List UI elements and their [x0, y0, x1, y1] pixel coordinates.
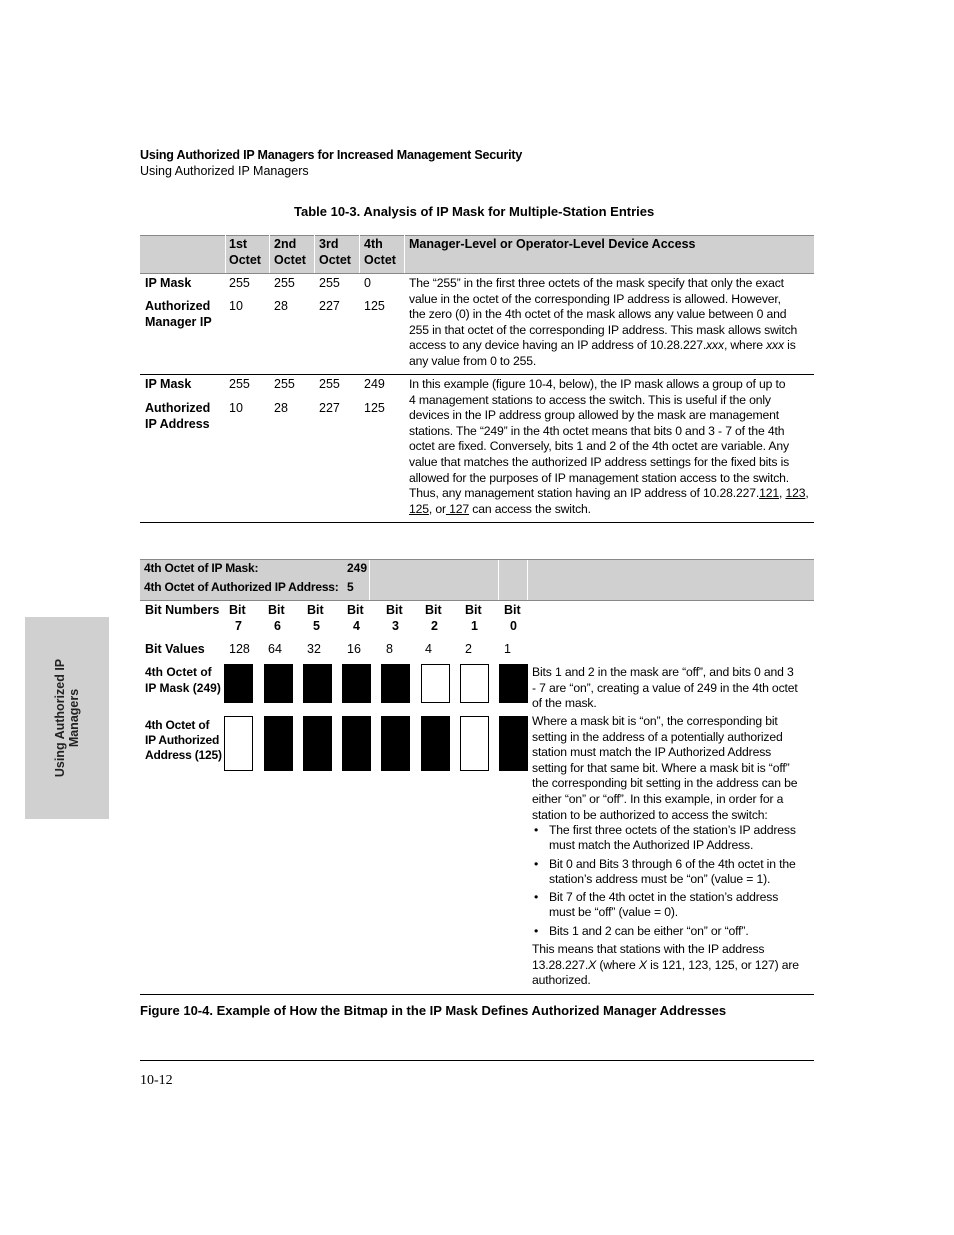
bit-word: Bit: [386, 603, 403, 617]
row1-addr-octet: 28: [274, 299, 288, 313]
bullet-item: Bits 1 and 2 can be either “on” or “off”.: [549, 924, 749, 938]
bit-number: 2: [431, 618, 438, 633]
row1-mask-octet: 0: [364, 276, 371, 290]
row1-addr-octet: 125: [364, 299, 385, 313]
mask-bit-7-on: [224, 664, 253, 703]
bit-number-header: [504, 603, 521, 634]
addr-bit-5-on: [303, 716, 332, 771]
row1-mask-label: IP Mask: [145, 276, 192, 290]
col-header-3rd-octet: 3rd Octet: [319, 237, 351, 267]
bullet-dot: •: [534, 857, 539, 871]
bit-number-header: [425, 603, 442, 634]
mask-row-label: 4th Octet of IP Mask (249): [145, 665, 221, 695]
mask-bit-2-off: [421, 664, 450, 703]
col-header-4th-octet: 4th Octet: [364, 237, 396, 267]
mask-bit-4-on: [342, 664, 371, 703]
fig-mask-value: 249: [347, 561, 368, 575]
row1-mask-octet: 255: [274, 276, 295, 290]
bit-number: 7: [235, 618, 242, 633]
bit-number: 6: [274, 618, 281, 633]
row2-mask-octet: 255: [274, 377, 295, 391]
bit-number: 5: [313, 618, 320, 633]
row1-mask-octet: 255: [319, 276, 340, 290]
addr-bit-0-on: [499, 716, 528, 771]
addr-bit-3-on: [381, 716, 410, 771]
row2-addr-label: Authorized IP Address: [145, 401, 211, 431]
bullet-dot: •: [534, 890, 539, 904]
row1-addr-octet: 10: [229, 299, 243, 313]
bit-value: 4: [425, 642, 432, 656]
bit-number-header: [307, 603, 324, 634]
bit-value: 8: [386, 642, 393, 656]
side-tab-label: Using Authorized IP Managers: [53, 658, 81, 778]
bit-value: 2: [465, 642, 472, 656]
bit-word: Bit: [307, 603, 324, 617]
page-number: 10-12: [140, 1073, 173, 1088]
addr-bit-7-off: [224, 716, 253, 771]
bit-word: Bit: [268, 603, 285, 617]
row2-addr-octet: 10: [229, 401, 243, 415]
bullet-item: Bit 0 and Bits 3 through 6 of the 4th octet in the station’s address must be “on” (value = 1).: [549, 857, 796, 887]
mask-bit-1-off: [460, 664, 489, 703]
bit-word: Bit: [425, 603, 442, 617]
col-header-2nd-octet: 2nd Octet: [274, 237, 306, 267]
closing-note: This means that stations with the IP address 13.28.227.X (where X is 121, 123, 125, or 127) are authorized.: [532, 942, 799, 988]
addr-bit-4-on: [342, 716, 371, 771]
bit-number: 0: [510, 618, 517, 633]
row2-mask-octet: 255: [229, 377, 250, 391]
addr-bit-2-on: [421, 716, 450, 771]
addr-note: Where a mask bit is “on”, the corresponding bit setting in the address of a potentially authorized station must match the IP Authorized Address setting for that same bit. Where a mask bit is “off” the corresponding bit setting in the address can be either “on” or “off”. In this example, in order for a station to be authorized to access the switch:: [532, 714, 798, 822]
table-title: Table 10-3. Analysis of IP Mask for Multiple-Station Entries: [294, 204, 655, 219]
bit-number-header: [268, 603, 285, 634]
bullet-item: The first three octets of the station’s IP address must match the Authorized IP Address.: [549, 823, 796, 853]
row2-addr-octet: 227: [319, 401, 340, 415]
bullet-dot: •: [534, 924, 539, 938]
mask-bit-0-on: [499, 664, 528, 703]
bit-word: Bit: [229, 603, 246, 617]
bullet-item: Bit 7 of the 4th octet in the station’s address must be “off” (value = 0).: [549, 890, 779, 920]
bit-word: Bit: [347, 603, 364, 617]
bullet-dot: •: [534, 823, 539, 837]
fig-mask-label: 4th Octet of IP Mask:: [144, 561, 259, 575]
bit-number: 1: [471, 618, 478, 633]
bit-numbers-label: Bit Numbers: [145, 603, 220, 617]
bit-number-header: [347, 603, 364, 634]
row2-mask-octet: 249: [364, 377, 385, 391]
row2-description: In this example (figure 10-4, below), the IP mask allows a group of up to 4 management stations to access the switch. This is useful if the only devices in the IP address group allowed by the mask are management stations. The “249” in the 4th octet means that bits 0 and 3 - 7 of the 4th octet are fixed. Conversely, bits 1 and 2 of the 4th octet are variable. Any value that matches the authorized IP address settings for the fixed bits is allowed for the purposes of IP management station access to the switch. Thus, any management station having an IP address of 10.28.227.121, 123, 125, or 127 can access the switch.: [409, 377, 809, 516]
bit-number: 3: [392, 618, 399, 633]
side-tab: [25, 617, 109, 819]
row1-addr-label: Authorized Manager IP: [145, 299, 212, 329]
col-header-1st-octet: 1st Octet: [229, 237, 261, 267]
bit-word: Bit: [504, 603, 521, 617]
bit-value: 64: [268, 642, 282, 656]
running-header-title: Using Authorized IP Managers for Increased Management Security: [140, 148, 523, 162]
row2-mask-label: IP Mask: [145, 377, 192, 391]
footer-rule: [140, 1060, 814, 1061]
bit-value: 32: [307, 642, 321, 656]
mask-bit-3-on: [381, 664, 410, 703]
row2-mask-octet: 255: [319, 377, 340, 391]
bit-values-label: Bit Values: [145, 642, 205, 656]
bit-number-header: [465, 603, 482, 634]
bit-number-header: [229, 603, 246, 634]
row1-addr-octet: 227: [319, 299, 340, 313]
addr-bit-1-off: [460, 716, 489, 771]
bit-number: 4: [353, 618, 360, 633]
bit-value: 16: [347, 642, 361, 656]
row2-addr-octet: 125: [364, 401, 385, 415]
figure-caption: Figure 10-4. Example of How the Bitmap in the IP Mask Defines Authorized Manager Addresses: [140, 1003, 727, 1018]
running-header-subtitle: Using Authorized IP Managers: [140, 164, 309, 178]
row2-addr-octet: 28: [274, 401, 288, 415]
bit-number-header: [386, 603, 403, 634]
row1-mask-octet: 255: [229, 276, 250, 290]
mask-note: Bits 1 and 2 in the mask are “off”, and bits 0 and 3 - 7 are “on”, creating a value of 249 in the 4th octet of the mask.: [532, 665, 798, 711]
col-header-access: Manager-Level or Operator-Level Device Access: [409, 237, 696, 251]
addr-bit-6-on: [264, 716, 293, 771]
mask-bit-6-on: [264, 664, 293, 703]
addr-row-label: 4th Octet of IP Authorized Address (125): [145, 718, 222, 762]
fig-addr-value: 5: [347, 580, 354, 594]
bit-value: 128: [229, 642, 250, 656]
bit-value: 1: [504, 642, 511, 656]
mask-bit-5-on: [303, 664, 332, 703]
fig-addr-label: 4th Octet of Authorized IP Address:: [144, 580, 339, 594]
row1-description: The “255” in the first three octets of the mask specify that only the exact value in the octet of the corresponding IP address is allowed. However, the zero (0) in the 4th octet of the mask allows any value between 0 and 255 in that octet of the corresponding IP address. This mask allows switch access to any device having an IP address of 10.28.227.xxx, where xxx is any value from 0 to 255.: [409, 276, 798, 368]
bit-word: Bit: [465, 603, 482, 617]
